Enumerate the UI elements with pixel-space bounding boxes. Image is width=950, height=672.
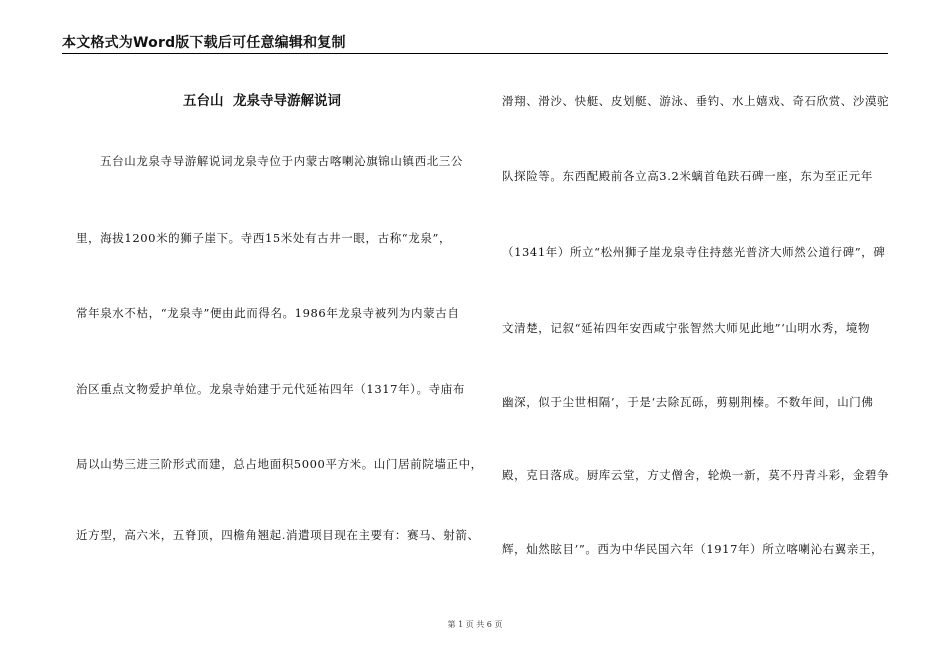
page-number: 第 1 页 共 6 页 (447, 620, 503, 629)
left-line: 五台山龙泉寺导游解说词龙泉寺位于内蒙古喀喇沁旗锦山镇西北三公 (100, 154, 463, 168)
right-line: （1341年）所立“松州狮子崖龙泉寺住持慈光普济大师然公道行碑”，碑 (502, 245, 886, 259)
header-text: 本文格式为Word版下载后可任意编辑和复制 (62, 35, 346, 51)
right-line: 滑翔、滑沙、快艇、皮划艇、游泳、垂钓、水上嬉戏、奇石欣赏、沙漠驼 (502, 94, 890, 108)
page-header (62, 34, 888, 54)
left-line: 治区重点文物爱护单位。龙泉寺始建于元代延祐四年（1317年）。寺庙布 (76, 382, 465, 396)
left-line: 常年泉水不枯，“龙泉寺”便由此而得名。1986年龙泉寺被列为内蒙古自 (76, 306, 460, 320)
document-title: 五台山 龙泉寺导游解说词 (183, 93, 341, 109)
right-line: 辉，灿然眩目’”。西为中华民国六年（1917年）所立喀喇沁右翼亲王， (502, 542, 884, 556)
right-line: 幽深，似于尘世相隔’，于是‘去除瓦砾，剪剔荆榛。不数年间，山门佛 (502, 395, 874, 409)
left-line: 近方型，高六米，五脊顶，四檐角翘起.消遣项目现在主要有：赛马、射箭、 (76, 528, 480, 542)
left-line: 里，海拔1200米的狮子崖下。寺西15米处有古井一眼，古称“龙泉”， (76, 231, 452, 245)
right-line: 文清楚，记叙“延祐四年安西咸宁张智然大师见此地”‘山明水秀，境物 (502, 321, 871, 335)
left-line: 局以山势三进三阶形式而建，总占地面积5000平方米。山门居前院墙正中， (76, 457, 483, 471)
right-line: 队探险等。东西配殿前各立高3.2米螭首龟趺石碑一座，东为至正元年 (502, 169, 873, 183)
right-line: 殿，克日落成。厨库云堂，方丈僧舍，轮焕一新，莫不丹青斗彩，金碧争 (502, 468, 890, 482)
